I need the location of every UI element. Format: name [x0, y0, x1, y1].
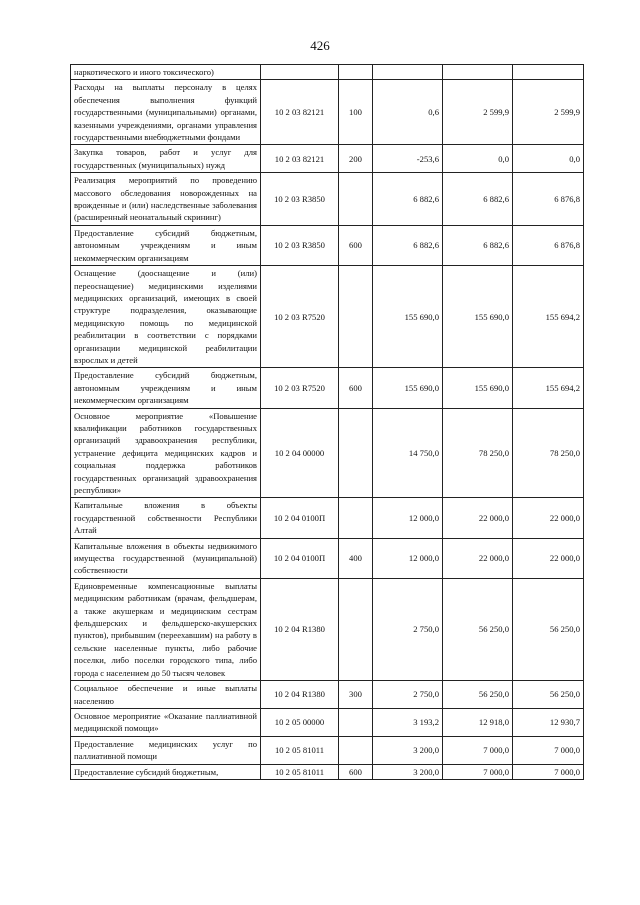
row-description: Предоставление субсидий бюджетным, автономным учреждениям и иным некоммерческим организациям	[71, 225, 261, 265]
row-target-code: 10 2 04 R1380	[261, 578, 339, 680]
row-amount-year-1: 3 200,0	[373, 736, 443, 764]
table-row	[71, 578, 584, 680]
table-row	[71, 681, 584, 709]
table-row	[71, 145, 584, 173]
row-target-code: 10 2 04 R1380	[261, 681, 339, 709]
row-description: Капитальные вложения в объекты недвижимого имущества государственной (муниципальной) собственности	[71, 538, 261, 578]
row-amount-year-2	[443, 65, 513, 80]
table-row	[71, 764, 584, 779]
row-amount-year-3: 22 000,0	[513, 538, 584, 578]
row-description: Социальное обеспечение и иные выплаты населению	[71, 681, 261, 709]
table-row	[71, 538, 584, 578]
row-description: Реализация мероприятий по проведению массового обследования новорожденных на врожденные и (или) наследственные заболевания (расширенный неонатальный скрининг)	[71, 173, 261, 226]
row-amount-year-3: 56 250,0	[513, 681, 584, 709]
row-target-code: 10 2 03 R3850	[261, 173, 339, 226]
row-target-code: 10 2 05 81011	[261, 764, 339, 779]
row-amount-year-2: 12 918,0	[443, 708, 513, 736]
row-expense-type: 100	[339, 80, 373, 145]
row-expense-type: 600	[339, 764, 373, 779]
row-amount-year-3: 6 876,8	[513, 173, 584, 226]
row-expense-type: 400	[339, 538, 373, 578]
row-expense-type: 300	[339, 681, 373, 709]
row-expense-type	[339, 708, 373, 736]
row-amount-year-2: 2 599,9	[443, 80, 513, 145]
row-description: Единовременные компенсационные выплаты медицинским работникам (врачам, фельдшерам, а также акушеркам и медицинским сестрам фельдшерских и фельдшерско-акушерских пунктов), прибывшим (переехавшим) на работу в сельские населенные пункты, либо рабочие поселки, либо поселки городского типа, либо города с населением до 50 тысяч человек	[71, 578, 261, 680]
row-amount-year-3	[513, 65, 584, 80]
budget-table	[70, 64, 584, 780]
row-amount-year-3: 155 694,2	[513, 368, 584, 408]
row-description: наркотического и иного токсического)	[71, 65, 261, 80]
row-amount-year-1: 12 000,0	[373, 498, 443, 538]
row-target-code: 10 2 04 0100П	[261, 498, 339, 538]
row-amount-year-2: 155 690,0	[443, 368, 513, 408]
row-target-code: 10 2 03 82121	[261, 80, 339, 145]
row-description: Оснащение (дооснащение и (или) переоснащение) медицинскими изделиями медицинских организаций, имеющих в своей структуре подразделения, оказывающие медицинскую помощь по медицинской реабилитации в соответствии с порядками организации медицинской реабилитации взрослых и детей	[71, 266, 261, 368]
row-amount-year-1: 6 882,6	[373, 173, 443, 226]
row-target-code: 10 2 05 00000	[261, 708, 339, 736]
row-amount-year-1: 12 000,0	[373, 538, 443, 578]
row-amount-year-2: 78 250,0	[443, 408, 513, 498]
row-amount-year-1: 2 750,0	[373, 681, 443, 709]
table-row	[71, 736, 584, 764]
table-row	[71, 173, 584, 226]
row-expense-type: 600	[339, 368, 373, 408]
row-target-code: 10 2 03 R3850	[261, 225, 339, 265]
row-target-code: 10 2 03 82121	[261, 145, 339, 173]
row-description: Предоставление медицинских услуг по паллиативной помощи	[71, 736, 261, 764]
table-row	[71, 65, 584, 80]
row-amount-year-2: 6 882,6	[443, 225, 513, 265]
row-description: Основное мероприятие «Оказание паллиативной медицинской помощи»	[71, 708, 261, 736]
row-amount-year-3: 155 694,2	[513, 266, 584, 368]
row-expense-type	[339, 578, 373, 680]
row-amount-year-2: 56 250,0	[443, 578, 513, 680]
row-expense-type	[339, 498, 373, 538]
row-amount-year-2: 56 250,0	[443, 681, 513, 709]
row-amount-year-3: 78 250,0	[513, 408, 584, 498]
row-amount-year-3: 2 599,9	[513, 80, 584, 145]
row-description: Предоставление субсидий бюджетным,	[71, 764, 261, 779]
table-row	[71, 225, 584, 265]
table-row	[71, 498, 584, 538]
row-amount-year-1: 0,6	[373, 80, 443, 145]
row-amount-year-3: 0,0	[513, 145, 584, 173]
row-description: Предоставление субсидий бюджетным, автономным учреждениям и иным некоммерческим организациям	[71, 368, 261, 408]
row-amount-year-1: 2 750,0	[373, 578, 443, 680]
row-amount-year-1	[373, 65, 443, 80]
row-amount-year-2: 155 690,0	[443, 266, 513, 368]
table-row	[71, 368, 584, 408]
row-target-code: 10 2 03 R7520	[261, 266, 339, 368]
row-expense-type	[339, 736, 373, 764]
table-row	[71, 708, 584, 736]
row-target-code: 10 2 04 00000	[261, 408, 339, 498]
row-amount-year-3: 6 876,8	[513, 225, 584, 265]
row-target-code	[261, 65, 339, 80]
row-amount-year-1: -253,6	[373, 145, 443, 173]
table-row	[71, 266, 584, 368]
row-description: Закупка товаров, работ и услуг для государственных (муниципальных) нужд	[71, 145, 261, 173]
row-amount-year-1: 6 882,6	[373, 225, 443, 265]
row-amount-year-1: 155 690,0	[373, 368, 443, 408]
row-amount-year-3: 56 250,0	[513, 578, 584, 680]
row-amount-year-2: 22 000,0	[443, 538, 513, 578]
row-amount-year-1: 3 200,0	[373, 764, 443, 779]
row-expense-type	[339, 266, 373, 368]
row-amount-year-3: 12 930,7	[513, 708, 584, 736]
table-row	[71, 80, 584, 145]
row-description: Капитальные вложения в объекты государственной собственности Республики Алтай	[71, 498, 261, 538]
row-amount-year-2: 22 000,0	[443, 498, 513, 538]
row-expense-type: 200	[339, 145, 373, 173]
row-target-code: 10 2 05 81011	[261, 736, 339, 764]
row-amount-year-3: 7 000,0	[513, 764, 584, 779]
row-amount-year-2: 6 882,6	[443, 173, 513, 226]
row-expense-type	[339, 408, 373, 498]
budget-table-body	[71, 65, 584, 780]
row-amount-year-1: 3 193,2	[373, 708, 443, 736]
row-description: Основное мероприятие «Повышение квалификации работников государственных организаций здравоохранения республики, устранение дефицита медицинских кадров и социальная поддержка работников государственных организаций здравоохранения республики»	[71, 408, 261, 498]
row-amount-year-2: 0,0	[443, 145, 513, 173]
row-target-code: 10 2 03 R7520	[261, 368, 339, 408]
row-expense-type	[339, 65, 373, 80]
row-amount-year-3: 7 000,0	[513, 736, 584, 764]
row-expense-type: 600	[339, 225, 373, 265]
page-number: 426	[310, 38, 330, 53]
row-amount-year-1: 14 750,0	[373, 408, 443, 498]
row-amount-year-2: 7 000,0	[443, 736, 513, 764]
row-amount-year-3: 22 000,0	[513, 498, 584, 538]
row-target-code: 10 2 04 0100П	[261, 538, 339, 578]
row-amount-year-1: 155 690,0	[373, 266, 443, 368]
row-expense-type	[339, 173, 373, 226]
row-description: Расходы на выплаты персоналу в целях обеспечения выполнения функций государственными (муниципальными) органами, казенными учреждениями, органами управления государственными внебюджетными фондами	[71, 80, 261, 145]
row-amount-year-2: 7 000,0	[443, 764, 513, 779]
table-row	[71, 408, 584, 498]
